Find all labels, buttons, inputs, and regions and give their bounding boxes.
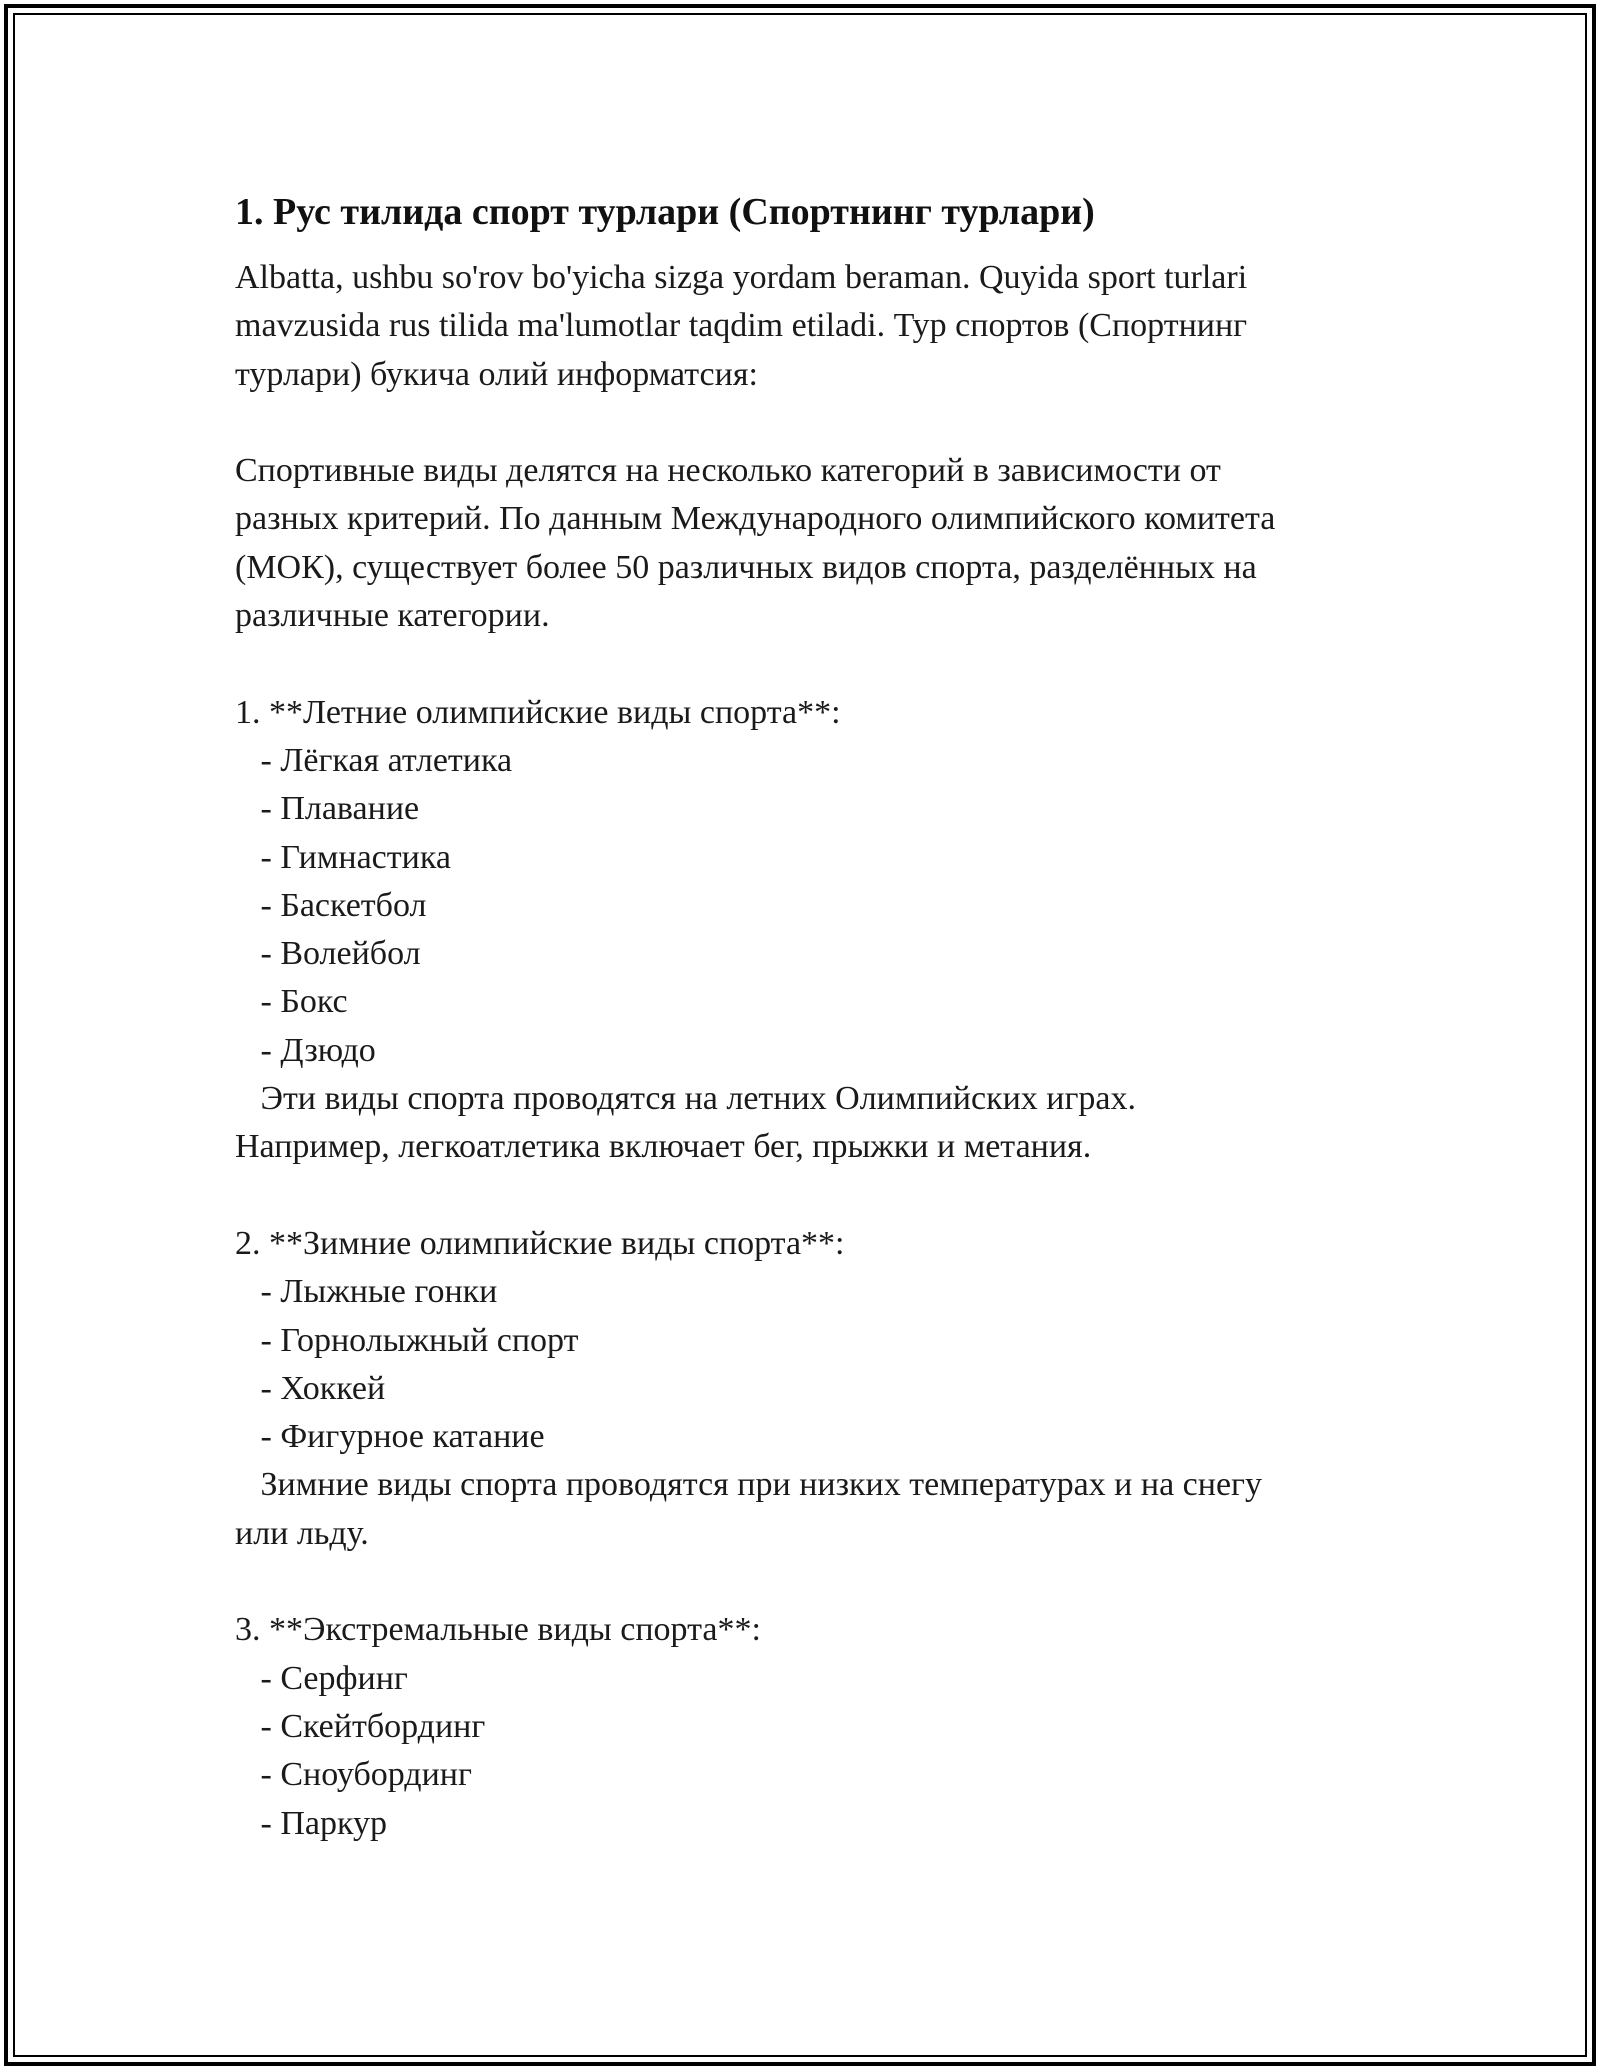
- section-heading-line: 3. **Экстремальные виды спорта**:: [235, 1611, 761, 1649]
- list-item: - Скейтбординг: [235, 1707, 486, 1745]
- list-item: - Лёгкая атлетика: [235, 741, 513, 779]
- blank-line: [235, 640, 1385, 688]
- text-line: Зимние виды спорта проводятся при низких температурах и на снегу: [235, 1466, 1262, 1504]
- text-line: разных критерий. По данным Международного олимпийского комитета: [235, 500, 1276, 538]
- document-heading: 1. Рус тилида спорт турлари (Спортнинг турлари): [235, 191, 1095, 233]
- document-page: [235, 188, 1385, 1848]
- list-item: - Фигурное катание: [235, 1418, 545, 1456]
- list-item: - Паркур: [235, 1804, 388, 1842]
- blank-line: [235, 1558, 1385, 1606]
- list-item: - Лыжные гонки: [235, 1273, 498, 1311]
- text-line: Albatta, ushbu so'rov bo'yicha sizga yordam beraman. Quyida sport turlari: [235, 259, 1248, 296]
- text-line: различные категории.: [235, 597, 550, 635]
- section-heading-line: 2. **Зимние олимпийские виды спорта**:: [235, 1224, 845, 1262]
- list-item: - Горнолыжный спорт: [235, 1321, 579, 1359]
- document-body: [235, 254, 1385, 1848]
- list-item: - Серфинг: [235, 1659, 408, 1697]
- list-item: - Дзюдо: [235, 1031, 376, 1069]
- text-line: (МОК), существует более 50 различных видов спорта, разделённых на: [235, 548, 1257, 586]
- text-line: турлари) букича олий информатсия:: [235, 355, 758, 393]
- list-item: - Волейбол: [235, 935, 421, 973]
- text-line: Эти виды спорта проводятся на летних Олимпийских играх.: [235, 1080, 1137, 1118]
- blank-line: [235, 399, 1385, 447]
- list-item: - Бокс: [235, 983, 348, 1021]
- list-item: - Плавание: [235, 790, 420, 828]
- text-line: или льду.: [235, 1514, 369, 1552]
- list-item: - Гимнастика: [235, 838, 451, 876]
- list-item: - Хоккей: [235, 1369, 386, 1407]
- list-item: - Сноубординг: [235, 1756, 472, 1794]
- list-item: - Баскетбол: [235, 886, 427, 924]
- text-line: Например, легкоатлетика включает бег, прыжки и метания.: [235, 1128, 1092, 1166]
- text-line: mavzusida rus tilida ma'lumotlar taqdim etiladi. Тур спортов (Спортнинг: [235, 307, 1248, 345]
- text-line: Спортивные виды делятся на несколько категорий в зависимости от: [235, 452, 1221, 490]
- section-heading-line: 1. **Летние олимпийские виды спорта**:: [235, 693, 841, 731]
- blank-line: [235, 1172, 1385, 1220]
